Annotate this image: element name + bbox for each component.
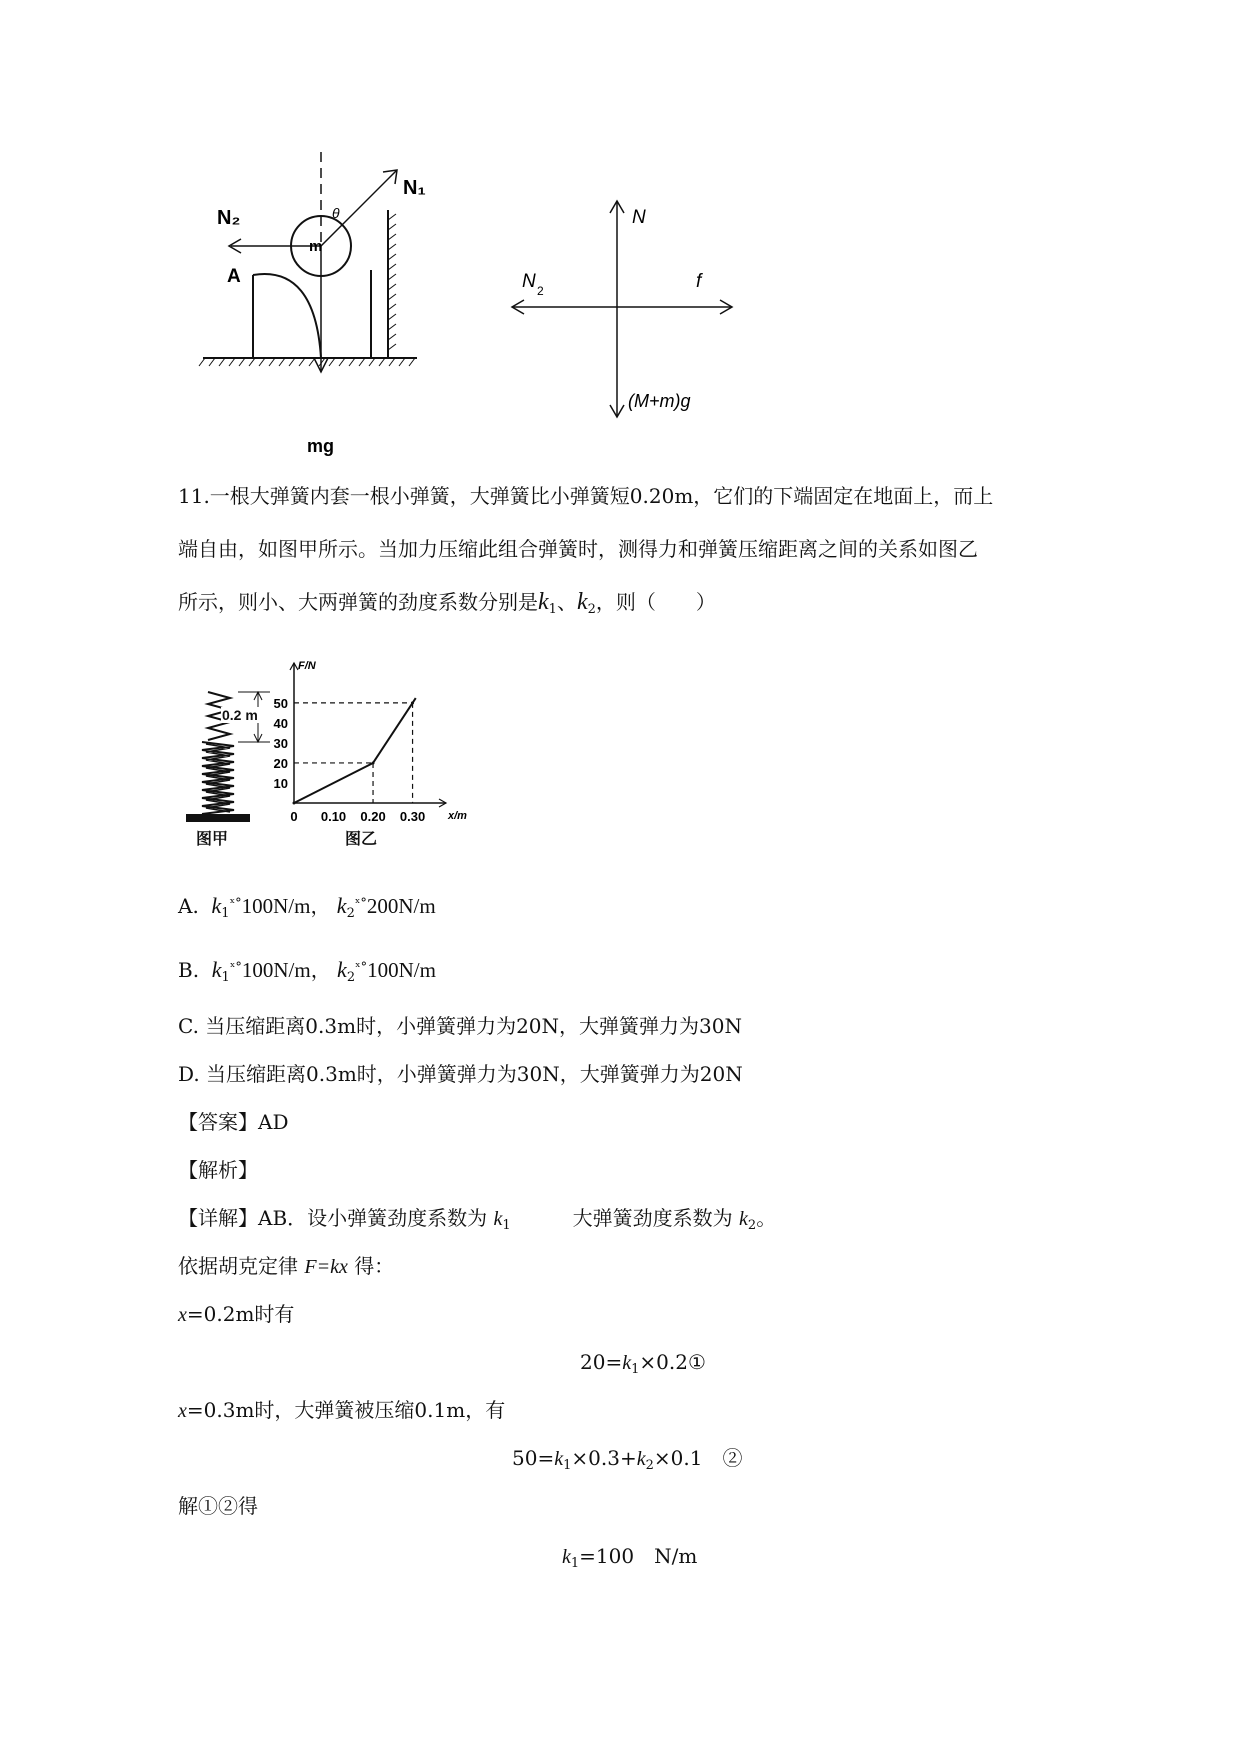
case2-line: x=0.3m时，大弹簧被压缩0.1m，有 — [178, 1398, 506, 1422]
detail-line: 【详解】AB．设小弹簧劲度系数为 $k_1$ 大弹簧劲度系数为 $k_2$。 — [178, 1206, 777, 1233]
option-b: B. $k_1^{ˣ^\circ}100N/m$， $k_2^{ˣ^\circ}100N/m$ — [178, 957, 436, 985]
y-tick-label: 40 — [273, 715, 288, 731]
result-line: $k_1=100$ N/m — [562, 1544, 698, 1571]
option-a-prefix: A. — [178, 894, 199, 918]
hooke-formula: F=kx — [304, 1256, 348, 1278]
label-n: N — [632, 207, 646, 228]
data-point — [293, 802, 296, 805]
spring-gap-label: 0.2 m — [222, 707, 258, 723]
force-distance-chart — [260, 655, 490, 835]
x-axis-label: x/m — [448, 810, 467, 822]
y-tick-label: 10 — [273, 775, 288, 791]
answer-line: 【答案】AD — [178, 1110, 289, 1134]
detail-pre: 【详解】AB．设小弹簧劲度系数为 — [178, 1206, 488, 1230]
label-n2: N₂ — [217, 207, 241, 229]
case1-text: =0.2m时有 — [186, 1302, 295, 1326]
case2-text: =0.3m时，大弹簧被压缩0.1m，有 — [186, 1398, 506, 1422]
y-axis-label: F/N — [298, 660, 316, 672]
option-a-glyph-1: ˣ° — [229, 896, 242, 911]
option-b-sep: ， — [310, 958, 331, 982]
equation-2: $50=k_1\times 0.3+k_2\times 0.1$ ② — [512, 1446, 743, 1473]
label-f: f — [696, 271, 702, 292]
x-tick-label: 0.10 — [320, 809, 347, 824]
data-segment — [294, 763, 373, 803]
option-d: D. 当压缩距离0.3m时，小弹簧弹力为30N，大弹簧弹力为20N — [178, 1062, 743, 1086]
option-a: A. $k_1^{ˣ^\circ}100N/m$， $k_2^{ˣ^\circ}200N/m$ — [178, 893, 436, 921]
case1-line: x=0.2m时有 — [178, 1302, 295, 1326]
question-line-3-mid: 、 — [556, 590, 577, 614]
question-line-3-post: ，则（ ） — [595, 590, 716, 614]
x-tick-label: 0 — [290, 809, 298, 824]
option-a-glyph-2: ˣ° — [354, 896, 367, 911]
hooke-line — [178, 1254, 394, 1279]
force-diagram-axes — [510, 195, 750, 425]
question-line-3-pre: 所示，则小、大两弹簧的劲度系数分别是 — [178, 590, 538, 614]
result-text: =100 N/m — [579, 1544, 698, 1568]
y-tick-label: 30 — [273, 735, 288, 751]
x-tick-label: 0.20 — [360, 809, 386, 824]
label-n2-sub: 2 — [537, 284, 544, 298]
force-diagram-ball — [175, 150, 435, 460]
data-point — [372, 761, 375, 764]
caption-left: 图甲 — [196, 831, 229, 848]
label-weight: (M+m)g — [628, 391, 691, 411]
label-n1: N₁ — [403, 177, 426, 199]
question-line-2: 端自由，如图甲所示。当加力压缩此组合弹簧时，测得力和弹簧压缩距离之间的关系如图乙 — [178, 537, 978, 561]
eq2-pre: 50= — [512, 1446, 555, 1470]
label-a: A — [227, 266, 241, 287]
x-tick-label: 0.30 — [399, 809, 426, 824]
option-a-k1: 100N/m — [241, 894, 311, 918]
solve-line: 解①②得 — [178, 1494, 258, 1518]
equation-1: $20=k_1\times 0.2①$ — [580, 1350, 706, 1377]
y-tick-label: 20 — [273, 755, 288, 771]
question-line-3: 所示，则小、大两弹簧的劲度系数分别是$k_1$、$k_2$，则（ ） — [178, 589, 716, 617]
analysis-heading: 【解析】 — [178, 1158, 258, 1182]
option-b-k1: 100N/m — [241, 958, 311, 982]
option-b-glyph-2: ˣ° — [355, 960, 368, 975]
detail-mid: 大弹簧劲度系数为 — [572, 1206, 733, 1230]
option-a-k2: 200N/m — [366, 894, 436, 918]
label-theta: θ — [332, 205, 340, 221]
option-b-k2: 100N/m — [367, 958, 436, 982]
label-m: m — [309, 238, 323, 255]
caption-right: 图乙 — [345, 831, 378, 848]
option-c: C. 当压缩距离0.3m时，小弹簧弹力为20N，大弹簧弹力为30N — [178, 1014, 742, 1038]
eq1-pre: 20= — [580, 1350, 623, 1374]
data-segment — [373, 703, 413, 763]
hooke-end: 得： — [354, 1254, 395, 1278]
question-line-1: 11.一根大弹簧内套一根小弹簧，大弹簧比小弹簧短0.20m，它们的下端固定在地面上，而上 — [178, 484, 994, 508]
eq2-post: ×0.1 ② — [653, 1446, 743, 1470]
label-mg: mg — [307, 436, 334, 456]
y-tick-label: 50 — [273, 695, 288, 711]
hooke-text: 依据胡克定律 — [178, 1254, 298, 1278]
eq1-post: ×0.2① — [639, 1350, 706, 1374]
option-a-sep: ， — [310, 894, 331, 918]
eq2-mid: ×0.3+ — [571, 1446, 637, 1470]
label-n2-axis: N — [522, 271, 536, 292]
option-b-glyph-1: ˣ° — [229, 960, 242, 975]
option-b-prefix: B. — [178, 958, 200, 982]
data-point — [411, 701, 414, 704]
detail-end: 。 — [756, 1206, 777, 1230]
